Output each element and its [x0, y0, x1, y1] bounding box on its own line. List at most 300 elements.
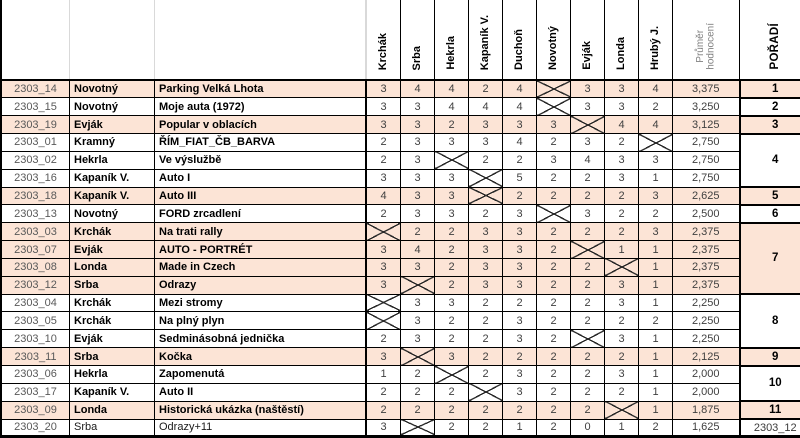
- score-cell[interactable]: 3: [605, 169, 639, 187]
- score-cell[interactable]: 3: [639, 151, 673, 169]
- score-cell[interactable]: 2: [537, 366, 571, 384]
- score-cell[interactable]: 3: [571, 205, 605, 223]
- crossed-out-score-cell[interactable]: [571, 116, 605, 134]
- score-cell[interactable]: 2: [605, 134, 639, 152]
- title-cell[interactable]: Auto II: [155, 383, 367, 401]
- crossed-out-score-cell[interactable]: [469, 187, 503, 205]
- author-cell[interactable]: Novotný: [70, 205, 155, 223]
- score-cell[interactable]: 2: [366, 205, 401, 223]
- photo-id-cell[interactable]: 2303_08: [1, 258, 70, 276]
- title-cell[interactable]: Kočka: [155, 348, 367, 366]
- title-column-header[interactable]: [155, 0, 367, 80]
- score-cell[interactable]: 2: [469, 330, 503, 348]
- photo-id-cell[interactable]: 2303_17: [1, 383, 70, 401]
- crossed-out-score-cell[interactable]: [537, 205, 571, 223]
- score-cell[interactable]: 2: [605, 348, 639, 366]
- photo-id-cell[interactable]: 2303_02: [1, 151, 70, 169]
- rank-cell[interactable]: 7: [740, 223, 800, 294]
- crossed-out-score-cell[interactable]: [605, 401, 639, 419]
- score-cell[interactable]: 4: [571, 151, 605, 169]
- rank-cell[interactable]: 9: [740, 348, 800, 366]
- photo-id-cell[interactable]: 2303_04: [1, 294, 70, 312]
- title-cell[interactable]: Zapomenutá: [155, 366, 367, 384]
- crossed-out-score-cell[interactable]: [401, 276, 435, 294]
- score-cell[interactable]: 3: [435, 134, 469, 152]
- score-cell[interactable]: 3: [366, 116, 401, 134]
- score-cell[interactable]: 3: [435, 187, 469, 205]
- score-cell[interactable]: 3: [366, 98, 401, 116]
- score-cell[interactable]: 3: [469, 276, 503, 294]
- score-cell[interactable]: 3: [435, 205, 469, 223]
- score-cell[interactable]: 2: [537, 312, 571, 330]
- score-cell[interactable]: 2: [401, 401, 435, 419]
- score-cell[interactable]: 1: [605, 419, 639, 437]
- score-cell[interactable]: 3: [503, 205, 537, 223]
- author-cell[interactable]: Kramný: [70, 134, 155, 152]
- score-cell[interactable]: 2: [435, 419, 469, 437]
- title-cell[interactable]: Odrazy+11: [155, 419, 367, 437]
- photo-id-cell[interactable]: 2303_13: [1, 205, 70, 223]
- average-cell[interactable]: 1,875: [673, 401, 740, 419]
- score-cell[interactable]: 2: [366, 151, 401, 169]
- average-cell[interactable]: 3,375: [673, 80, 740, 98]
- score-cell[interactable]: 2: [639, 98, 673, 116]
- score-cell[interactable]: 4: [435, 80, 469, 98]
- score-cell[interactable]: 2: [571, 312, 605, 330]
- score-cell[interactable]: 3: [401, 330, 435, 348]
- score-cell[interactable]: 2: [401, 223, 435, 241]
- score-cell[interactable]: 2: [571, 258, 605, 276]
- score-cell[interactable]: 2: [435, 276, 469, 294]
- score-cell[interactable]: 3: [366, 80, 401, 98]
- score-cell[interactable]: 1: [639, 330, 673, 348]
- author-cell[interactable]: Krchák: [70, 312, 155, 330]
- photo-id-cell[interactable]: 2303_06: [1, 366, 70, 384]
- rank-column-label: POŘADÍ: [769, 20, 781, 74]
- photo-id-cell[interactable]: 2303_12: [1, 276, 70, 294]
- score-cell[interactable]: 4: [503, 98, 537, 116]
- title-cell[interactable]: Ve výslužbě: [155, 151, 367, 169]
- title-cell[interactable]: Na plný plyn: [155, 312, 367, 330]
- score-cell[interactable]: 2: [639, 312, 673, 330]
- crossed-out-score-cell[interactable]: [366, 312, 401, 330]
- score-cell[interactable]: 2: [435, 241, 469, 259]
- score-cell[interactable]: 3: [503, 276, 537, 294]
- score-cell[interactable]: 3: [503, 383, 537, 401]
- photo-id-cell[interactable]: 2303_19: [1, 116, 70, 134]
- score-cell[interactable]: 2: [469, 151, 503, 169]
- score-cell[interactable]: 3: [401, 116, 435, 134]
- score-cell[interactable]: 3: [366, 348, 401, 366]
- score-cell[interactable]: 3: [605, 366, 639, 384]
- score-cell[interactable]: 3: [401, 187, 435, 205]
- table-row: [1, 134, 800, 152]
- author-cell[interactable]: Hekrla: [70, 151, 155, 169]
- judge-name: Hrubý J.: [650, 23, 662, 74]
- score-cell[interactable]: 2: [537, 383, 571, 401]
- photo-id-cell[interactable]: 2303_16: [1, 169, 70, 187]
- judge-column-header[interactable]: [605, 0, 639, 80]
- title-cell[interactable]: Popular v oblacích: [155, 116, 367, 134]
- score-cell[interactable]: 2: [605, 312, 639, 330]
- score-cell[interactable]: 2: [366, 401, 401, 419]
- judge-column-header[interactable]: [639, 0, 673, 80]
- score-cell[interactable]: 2: [537, 134, 571, 152]
- score-cell[interactable]: 4: [401, 241, 435, 259]
- score-cell[interactable]: 2: [571, 383, 605, 401]
- score-cell[interactable]: 2: [537, 276, 571, 294]
- judge-name: Londa: [616, 34, 628, 74]
- title-cell[interactable]: AUTO - PORTRÉT: [155, 241, 367, 259]
- score-cell[interactable]: 4: [366, 187, 401, 205]
- photo-id-cell[interactable]: 2303_11: [1, 348, 70, 366]
- crossed-out-score-cell[interactable]: [605, 258, 639, 276]
- crossed-out-score-cell[interactable]: [469, 383, 503, 401]
- score-cell[interactable]: 3: [503, 330, 537, 348]
- crossed-out-score-cell[interactable]: [401, 348, 435, 366]
- score-cell[interactable]: 4: [639, 116, 673, 134]
- photo-id-cell[interactable]: 2303_07: [1, 241, 70, 259]
- score-cell[interactable]: 1: [503, 419, 537, 437]
- score-cell[interactable]: 2: [469, 366, 503, 384]
- score-cell[interactable]: 3: [537, 116, 571, 134]
- score-cell[interactable]: 3: [503, 258, 537, 276]
- score-cell[interactable]: 2: [571, 401, 605, 419]
- crossed-out-score-cell[interactable]: [435, 151, 469, 169]
- crossed-out-score-cell[interactable]: [571, 330, 605, 348]
- author-cell[interactable]: Londa: [70, 258, 155, 276]
- title-cell[interactable]: Auto III: [155, 187, 367, 205]
- score-cell[interactable]: 3: [366, 258, 401, 276]
- score-cell[interactable]: 3: [537, 151, 571, 169]
- table-row: [1, 419, 800, 437]
- score-cell[interactable]: 2: [571, 187, 605, 205]
- photo-id-cell[interactable]: 2303_15: [1, 98, 70, 116]
- score-cell[interactable]: 3: [605, 294, 639, 312]
- score-cell[interactable]: 4: [503, 80, 537, 98]
- score-cell[interactable]: 2: [469, 80, 503, 98]
- rank-cell[interactable]: 11: [740, 401, 800, 419]
- score-cell[interactable]: 3: [366, 276, 401, 294]
- score-cell[interactable]: 2: [503, 294, 537, 312]
- score-cell[interactable]: 3: [503, 116, 537, 134]
- score-cell[interactable]: 1: [639, 258, 673, 276]
- crossed-out-score-cell[interactable]: [639, 134, 673, 152]
- score-cell[interactable]: 2: [537, 169, 571, 187]
- author-cell[interactable]: Srba: [70, 348, 155, 366]
- score-cell[interactable]: 2: [503, 401, 537, 419]
- score-cell[interactable]: 2: [469, 401, 503, 419]
- average-cell[interactable]: 2,625: [673, 187, 740, 205]
- crossed-out-score-cell[interactable]: [366, 294, 401, 312]
- rank-cell[interactable]: 5: [740, 187, 800, 205]
- score-cell[interactable]: 1: [605, 241, 639, 259]
- score-cell[interactable]: 1: [639, 348, 673, 366]
- score-cell[interactable]: 4: [435, 98, 469, 116]
- score-cell[interactable]: 3: [401, 98, 435, 116]
- title-cell[interactable]: Auto I: [155, 169, 367, 187]
- judge-column-header[interactable]: [435, 0, 469, 80]
- average-column-header[interactable]: [673, 0, 740, 80]
- score-cell[interactable]: 2: [366, 383, 401, 401]
- score-cell[interactable]: 3: [571, 80, 605, 98]
- judge-name: Hekrla: [446, 33, 458, 74]
- score-cell[interactable]: 3: [435, 169, 469, 187]
- score-cell[interactable]: 1: [639, 241, 673, 259]
- score-cell[interactable]: 1: [639, 169, 673, 187]
- score-cell[interactable]: 3: [401, 294, 435, 312]
- score-cell[interactable]: 2: [571, 169, 605, 187]
- rank-cell[interactable]: 10: [740, 366, 800, 402]
- author-cell[interactable]: Krchák: [70, 294, 155, 312]
- score-cell[interactable]: 3: [469, 134, 503, 152]
- score-cell[interactable]: 3: [401, 205, 435, 223]
- photo-id-cell[interactable]: 2303_14: [1, 80, 70, 98]
- judge-column-header[interactable]: [401, 0, 435, 80]
- score-cell[interactable]: 3: [605, 98, 639, 116]
- score-cell[interactable]: 3: [571, 134, 605, 152]
- title-cell[interactable]: Sedminásobná jednička: [155, 330, 367, 348]
- score-cell[interactable]: 2: [605, 383, 639, 401]
- id-column-header[interactable]: [1, 0, 70, 80]
- score-cell[interactable]: 2: [537, 187, 571, 205]
- author-cell[interactable]: Kapaník V.: [70, 383, 155, 401]
- score-cell[interactable]: 2: [435, 258, 469, 276]
- author-cell[interactable]: Novotný: [70, 98, 155, 116]
- score-cell[interactable]: 2: [469, 348, 503, 366]
- rank-column-header[interactable]: [740, 0, 800, 80]
- rank-cell[interactable]: 3: [740, 116, 800, 134]
- author-column-header[interactable]: [70, 0, 155, 80]
- average-cell[interactable]: 2,250: [673, 312, 740, 330]
- judge-name: Novotný: [548, 23, 560, 74]
- score-cell[interactable]: 3: [503, 366, 537, 384]
- score-cell[interactable]: 2: [366, 330, 401, 348]
- judge-column-header[interactable]: [469, 0, 503, 80]
- average-cell[interactable]: 1,625: [673, 419, 740, 437]
- score-cell[interactable]: 2: [537, 419, 571, 437]
- score-cell[interactable]: 3: [503, 312, 537, 330]
- score-cell[interactable]: 2: [537, 258, 571, 276]
- score-cell[interactable]: 2: [537, 330, 571, 348]
- score-cell[interactable]: 4: [469, 98, 503, 116]
- score-cell[interactable]: 1: [639, 276, 673, 294]
- score-cell[interactable]: 3: [469, 241, 503, 259]
- photo-id-cell[interactable]: 2303_03: [1, 223, 70, 241]
- score-cell[interactable]: 3: [401, 169, 435, 187]
- score-cell[interactable]: 0: [571, 419, 605, 437]
- score-cell[interactable]: 4: [503, 134, 537, 152]
- score-cell[interactable]: 2: [435, 223, 469, 241]
- score-cell[interactable]: 2: [469, 419, 503, 437]
- photo-id-cell[interactable]: 2303_10: [1, 330, 70, 348]
- author-cell[interactable]: Hekrla: [70, 366, 155, 384]
- header-row: [1, 0, 800, 80]
- score-cell[interactable]: 2: [435, 401, 469, 419]
- table-row: [1, 312, 800, 330]
- table-row: [1, 80, 800, 98]
- score-cell[interactable]: 2: [366, 134, 401, 152]
- score-cell[interactable]: 2: [435, 383, 469, 401]
- average-cell[interactable]: 2,750: [673, 134, 740, 152]
- photo-id-cell[interactable]: 2303_18: [1, 187, 70, 205]
- score-cell[interactable]: 3: [469, 116, 503, 134]
- score-cell[interactable]: 3: [401, 151, 435, 169]
- score-cell[interactable]: 2: [605, 205, 639, 223]
- score-cell[interactable]: 3: [366, 169, 401, 187]
- score-cell[interactable]: 3: [435, 294, 469, 312]
- author-cell[interactable]: Kapaník V.: [70, 169, 155, 187]
- judge-column-header[interactable]: [571, 0, 605, 80]
- title-cell[interactable]: Historická ukázka (naštěstí): [155, 401, 367, 419]
- score-cell[interactable]: 2: [571, 276, 605, 294]
- score-cell[interactable]: 2: [435, 116, 469, 134]
- crossed-out-score-cell[interactable]: [401, 419, 435, 437]
- title-cell[interactable]: Odrazy: [155, 276, 367, 294]
- score-cell[interactable]: 5: [503, 169, 537, 187]
- score-cell[interactable]: 3: [401, 312, 435, 330]
- score-cell[interactable]: 3: [605, 276, 639, 294]
- average-cell[interactable]: 2,750: [673, 169, 740, 187]
- score-cell[interactable]: 2: [537, 223, 571, 241]
- crossed-out-score-cell[interactable]: [366, 223, 401, 241]
- score-cell[interactable]: 2: [469, 294, 503, 312]
- score-cell[interactable]: 2: [537, 241, 571, 259]
- judge-column-header[interactable]: [366, 0, 401, 80]
- score-cell[interactable]: 2: [503, 348, 537, 366]
- table-row: [1, 223, 800, 241]
- score-cell[interactable]: 3: [639, 187, 673, 205]
- title-cell[interactable]: Na trati rally: [155, 223, 367, 241]
- photo-id-cell[interactable]: 2303_01: [1, 134, 70, 152]
- average-cell[interactable]: 2,125: [673, 348, 740, 366]
- score-cell[interactable]: 3: [401, 258, 435, 276]
- score-cell[interactable]: 3: [401, 134, 435, 152]
- score-cell[interactable]: 2: [537, 401, 571, 419]
- score-cell[interactable]: 1: [639, 383, 673, 401]
- rank-cell[interactable]: 2303_12: [740, 419, 800, 437]
- score-cell[interactable]: 1: [366, 366, 401, 384]
- score-cell[interactable]: 3: [503, 223, 537, 241]
- score-cell[interactable]: 2: [605, 223, 639, 241]
- rank-cell[interactable]: 1: [740, 80, 800, 98]
- title-cell[interactable]: ŘÍM_FIAT_ČB_BARVA: [155, 134, 367, 152]
- author-cell[interactable]: Evják: [70, 116, 155, 134]
- score-cell[interactable]: 2: [571, 294, 605, 312]
- author-cell[interactable]: Evják: [70, 330, 155, 348]
- score-cell[interactable]: 2: [571, 223, 605, 241]
- score-cell[interactable]: 3: [571, 98, 605, 116]
- author-cell[interactable]: Evják: [70, 241, 155, 259]
- judge-column-header[interactable]: [503, 0, 537, 80]
- crossed-out-score-cell[interactable]: [469, 169, 503, 187]
- score-cell[interactable]: 2: [571, 348, 605, 366]
- title-cell[interactable]: Made in Czech: [155, 258, 367, 276]
- average-cell[interactable]: 2,375: [673, 258, 740, 276]
- average-cell[interactable]: 2,250: [673, 294, 740, 312]
- score-cell[interactable]: 3: [469, 258, 503, 276]
- rank-cell[interactable]: 8: [740, 294, 800, 348]
- score-cell[interactable]: 3: [605, 80, 639, 98]
- score-cell[interactable]: 4: [639, 80, 673, 98]
- title-cell[interactable]: Mezi stromy: [155, 294, 367, 312]
- score-cell[interactable]: 3: [469, 223, 503, 241]
- average-cell[interactable]: 2,750: [673, 151, 740, 169]
- table-row: [1, 401, 800, 419]
- rank-cell[interactable]: 2: [740, 98, 800, 116]
- score-cell[interactable]: 2: [537, 348, 571, 366]
- rank-cell[interactable]: 6: [740, 205, 800, 223]
- score-cell[interactable]: 3: [605, 330, 639, 348]
- photo-id-cell[interactable]: 2303_05: [1, 312, 70, 330]
- author-cell[interactable]: Londa: [70, 401, 155, 419]
- title-cell[interactable]: FORD zrcadlení: [155, 205, 367, 223]
- photo-id-cell[interactable]: 2303_09: [1, 401, 70, 419]
- title-cell[interactable]: Moje auta (1972): [155, 98, 367, 116]
- score-cell[interactable]: 3: [503, 241, 537, 259]
- score-cell[interactable]: 1: [639, 294, 673, 312]
- author-cell[interactable]: Srba: [70, 276, 155, 294]
- average-cell[interactable]: 3,125: [673, 116, 740, 134]
- average-cell[interactable]: 2,375: [673, 223, 740, 241]
- crossed-out-score-cell[interactable]: [571, 241, 605, 259]
- score-cell[interactable]: 3: [435, 348, 469, 366]
- author-cell[interactable]: Srba: [70, 419, 155, 437]
- score-cell[interactable]: 2: [503, 187, 537, 205]
- photo-id-cell[interactable]: 2303_20: [1, 419, 70, 437]
- score-cell[interactable]: 2: [639, 419, 673, 437]
- score-cell[interactable]: 2: [401, 366, 435, 384]
- title-cell[interactable]: Parking Velká Lhota: [155, 80, 367, 98]
- average-cell[interactable]: 2,375: [673, 241, 740, 259]
- author-cell[interactable]: Krchák: [70, 223, 155, 241]
- score-cell[interactable]: 3: [366, 419, 401, 437]
- author-cell[interactable]: Kapaník V.: [70, 187, 155, 205]
- score-cell[interactable]: 1: [639, 366, 673, 384]
- score-cell[interactable]: 2: [435, 330, 469, 348]
- score-cell[interactable]: 2: [571, 366, 605, 384]
- author-cell[interactable]: Novotný: [70, 80, 155, 98]
- score-cell[interactable]: 3: [639, 223, 673, 241]
- judge-column-header[interactable]: [537, 0, 571, 80]
- judge-name: Duchoň: [514, 26, 526, 74]
- score-cell[interactable]: 3: [366, 241, 401, 259]
- score-cell[interactable]: 1: [639, 401, 673, 419]
- score-cell[interactable]: 2: [503, 151, 537, 169]
- score-cell[interactable]: 2: [435, 312, 469, 330]
- score-cell[interactable]: 2: [537, 294, 571, 312]
- score-cell[interactable]: 2: [469, 312, 503, 330]
- score-cell[interactable]: 3: [605, 151, 639, 169]
- score-cell[interactable]: 2: [639, 205, 673, 223]
- average-cell[interactable]: 2,375: [673, 276, 740, 294]
- score-cell[interactable]: 2: [605, 187, 639, 205]
- average-cell[interactable]: 2,000: [673, 366, 740, 384]
- crossed-out-score-cell[interactable]: [537, 98, 571, 116]
- rank-cell[interactable]: 4: [740, 134, 800, 188]
- score-cell[interactable]: 4: [401, 80, 435, 98]
- score-cell[interactable]: 4: [605, 116, 639, 134]
- average-cell[interactable]: 2,000: [673, 383, 740, 401]
- score-cell[interactable]: 2: [401, 383, 435, 401]
- crossed-out-score-cell[interactable]: [435, 366, 469, 384]
- average-cell[interactable]: 3,250: [673, 98, 740, 116]
- average-cell[interactable]: 2,250: [673, 330, 740, 348]
- table-row: [1, 276, 800, 294]
- score-cell[interactable]: 2: [469, 205, 503, 223]
- average-cell[interactable]: 2,500: [673, 205, 740, 223]
- crossed-out-score-cell[interactable]: [537, 80, 571, 98]
